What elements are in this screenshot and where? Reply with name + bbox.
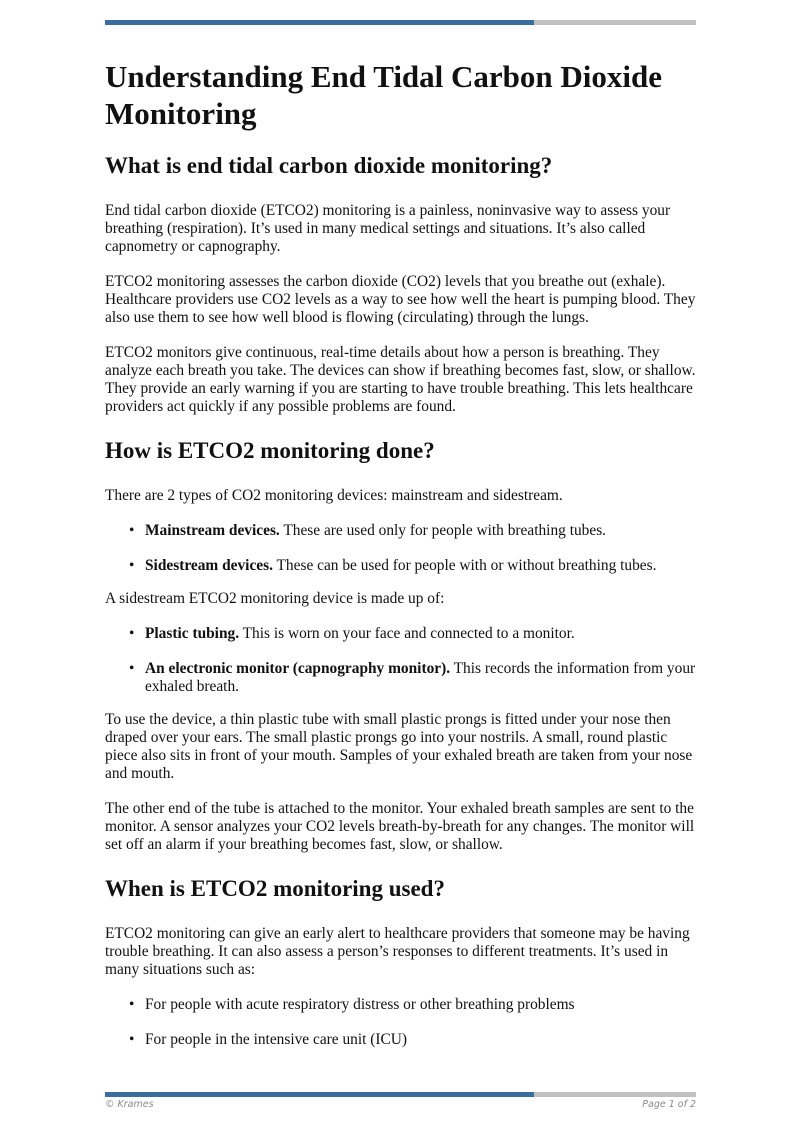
bullet-icon: •	[129, 1031, 135, 1048]
page-number: Page 1 of 2	[642, 1099, 696, 1110]
top-bar-track	[534, 20, 696, 25]
list-item: • An electronic monitor (capnography monitor). This records the information from your exhaled breath.	[129, 660, 696, 695]
bullet-icon: •	[129, 557, 135, 574]
section-heading-how: How is ETCO2 monitoring done?	[105, 438, 435, 463]
device-types-list	[105, 522, 696, 575]
bottom-bar-accent	[105, 1092, 534, 1097]
uses-list	[105, 996, 696, 1049]
paragraph: End tidal carbon dioxide (ETCO2) monitoring is a painless, noninvasive way to assess your breathing (respiration). It’s used in many medical settings and situations. It’s also called capnometry or capnography.	[105, 202, 671, 255]
bottom-progress-bar	[105, 1092, 696, 1097]
list-item: • Plastic tubing. This is worn on your face and connected to a monitor.	[129, 625, 575, 642]
section-heading-what: What is end tidal carbon dioxide monitoring?	[105, 153, 553, 178]
paragraph: The other end of the tube is attached to the monitor. Your exhaled breath samples are sent to the monitor. A sensor analyzes your CO2 levels breath-by-breath for any changes. The monitor will set off an alarm if your breathing becomes fast, slow, or shallow.	[105, 800, 695, 853]
bullet-icon: •	[129, 625, 135, 642]
list-item: • Sidestream devices. These can be used for people with or without breathing tubes.	[129, 557, 657, 574]
page-footer	[105, 1099, 696, 1110]
paragraph: To use the device, a thin plastic tube with small plastic prongs is fitted under your nose then draped over your ears. The small plastic prongs go into your nostrils. A small, round plastic piece also sits in front of your mouth. Samples of your exhaled breath are taken from your nose and mouth.	[105, 711, 693, 782]
list-item: • For people in the intensive care unit (ICU)	[129, 1031, 407, 1048]
paragraph: ETCO2 monitoring can give an early alert to healthcare providers that someone may be having trouble breathing. It can also assess a person’s responses to different treatments. It’s used in many situations such as:	[105, 925, 690, 978]
bottom-bar-track	[534, 1092, 696, 1097]
paragraph: ETCO2 monitoring assesses the carbon dioxide (CO2) levels that you breathe out (exhale). Healthcare providers use CO2 levels as a way to see how well the heart is pumping blood. They also use them to see how well blood is flowing (circulating) through the lungs.	[105, 273, 696, 326]
paragraph: A sidestream ETCO2 monitoring device is made up of:	[105, 590, 445, 607]
bullet-icon: •	[129, 522, 135, 539]
list-item: • For people with acute respiratory distress or other breathing problems	[129, 996, 575, 1013]
bullet-icon: •	[129, 996, 135, 1013]
page-title: Understanding End Tidal Carbon Dioxide Monitoring	[105, 59, 663, 131]
paragraph: ETCO2 monitors give continuous, real-time details about how a person is breathing. They analyze each breath you take. The devices can show if breathing becomes fast, slow, or shallow. They provide an early warning if you are starting to have trouble breathing. This lets healthcare providers act quickly if any possible problems are found.	[105, 344, 696, 415]
top-bar-accent	[105, 20, 534, 25]
bullet-icon: •	[129, 660, 135, 677]
copyright-text: © Krames	[105, 1099, 154, 1110]
list-item: • Mainstream devices. These are used only for people with breathing tubes.	[129, 522, 607, 539]
document-body	[105, 58, 696, 1064]
paragraph: There are 2 types of CO2 monitoring devices: mainstream and sidestream.	[105, 487, 563, 504]
top-progress-bar	[105, 20, 696, 25]
components-list	[105, 625, 696, 696]
section-heading-when: When is ETCO2 monitoring used?	[105, 876, 445, 901]
